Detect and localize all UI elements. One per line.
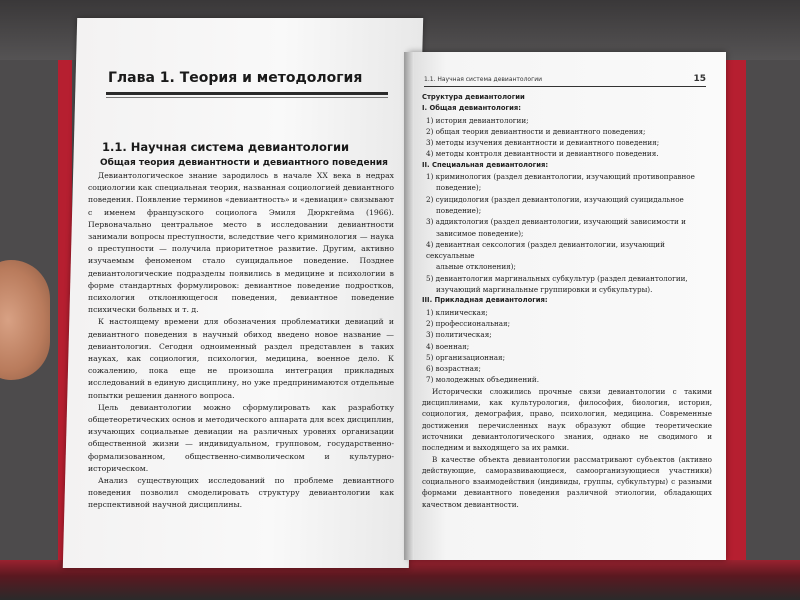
- list-item: 3) политическая;: [426, 330, 492, 340]
- section-title: 1.1. Научная система девиантологии: [102, 140, 350, 154]
- list-item: 3) аддиктология (раздел девиантологии, изучающий зависимости и: [426, 217, 686, 227]
- list-item: 1) история девиантологии;: [426, 115, 529, 125]
- chapter-rule: [106, 92, 388, 95]
- part-title: III. Прикладная девиантология:: [422, 296, 548, 305]
- paragraph: В качестве объекта девиантологии рассматривают субъектов (активно действующие, саморазвивающиеся, самоорганизующиеся участники) социального взаимодействия (индивиды, группы, субкультуры) с разными формами девиантного поведения различной этиологии, обладающих качеством девиантности.: [422, 454, 712, 509]
- list-item: 2) суицидология (раздел девиантологии, изучающий суицидальное: [426, 194, 684, 204]
- running-header: [424, 76, 706, 87]
- list-item-continuation: альные отклонения);: [436, 262, 516, 272]
- part-title: I. Общая девиантология:: [422, 104, 521, 113]
- part-title: II. Специальная девиантология:: [422, 160, 549, 169]
- paragraph: Цель девиантологии можно сформулировать как разработку общетеоретических основ и методического аппарата для всех дисциплин, изучающих социальные девиации на различных уровнях организации общественной жизни — индивидуальном, групповом, государственно-формализованном, общественно-символическом и культурно-историческом.: [88, 402, 394, 473]
- list-item: 5) организационная;: [426, 352, 505, 362]
- list-item-continuation: изучающий маргинальные группировки и субкультуры).: [436, 285, 653, 295]
- list-item: 2) общая теория девиантности и девиантного поведения;: [426, 126, 646, 136]
- thumb: [0, 260, 50, 380]
- chapter-rule-thin: [106, 97, 388, 98]
- list-item-continuation: зависимое поведение);: [436, 228, 524, 238]
- list-item-continuation: поведение);: [436, 205, 482, 215]
- book-gutter: [404, 52, 414, 560]
- list-item-continuation: поведение);: [436, 183, 482, 193]
- paragraph: Девиантологическое знание зародилось в начале XX века в недрах социологии как специальная теория, названная социологией девиантного поведения. Появление терминов «девиантность» и «девиация» связывают с именем французского социолога Эмиля Дюркгейма (1966). Первоначально центральное место в исследовании девиантности занимали вопросы преступности, вследствие чего криминология — наука о преступности — получила приоритетное развитие. Другим, активно изучаемым феноменом стало суицидальное поведение. Позднее девиантологические подразделы появились в медицине и психологии в форме стандартных формулировок: девиантное поведение подростков, психология отклоняющегося поведения, девиантное поведение психически больных и т. д.: [88, 171, 394, 315]
- list-item: 4) девиантная сексология (раздел девиантологии, изучающий сексуальные: [426, 239, 665, 261]
- structure-title: Структура девиантологии: [422, 93, 525, 101]
- list-item: 1) клиническая;: [426, 307, 488, 317]
- list-item: 5) девиантология маргинальных субкультур (раздел девиантологии,: [426, 273, 688, 283]
- running-header-text: 1.1. Научная система девиантологии: [424, 76, 543, 83]
- paragraph: Анализ существующих исследований по проблеме девиантного поведения позволил смоделировать структуру девиантологии как перспективной научной дисциплины.: [88, 476, 394, 510]
- list-item: 2) профессиональная;: [426, 318, 511, 328]
- list-item: 3) методы изучения девиантности и девиантного поведения;: [426, 138, 660, 148]
- left-page-body: [88, 170, 394, 512]
- list-item: 1) криминология (раздел девиантологии, изучающий противоправное: [426, 172, 695, 182]
- list-item: 4) методы контроля девиантности и девиантного поведения.: [426, 149, 659, 159]
- list-item: 4) военная;: [426, 341, 470, 351]
- paragraph: Исторически сложились прочные связи девиантологии с такими дисциплинами, как культурология, философия, биология, история, социология, демография, право, психология, медицина. Современные достижения перечисленных наук образуют общие теоретические источники девиантологического знания, однако не сводимого и последним и выходящего за их рамки.: [422, 386, 712, 453]
- book-cover-right-edge: [726, 60, 746, 560]
- list-item: 6) возрастная;: [426, 364, 481, 374]
- subsection-title: Общая теория девиантности и девиантного поведения: [100, 158, 388, 168]
- right-page-body: [422, 92, 712, 510]
- page-number: 15: [693, 74, 706, 84]
- list-item: 7) молодежных объединений.: [426, 375, 540, 385]
- chapter-title: Глава 1. Теория и методология: [108, 70, 363, 86]
- paragraph: К настоящему времени для обозначения проблематики девиаций и девиантного поведения в научный обиход введено новое название — девиантология. Сегодня одноименный раздел представлен в таких науках, как социология, психология, медицина, военное дело. К сожалению, пока еще не произошла интеграция прикладных исследований в единую дисциплину, но уже предпринимаются отдельные попытки решения данного вопроса.: [88, 317, 394, 400]
